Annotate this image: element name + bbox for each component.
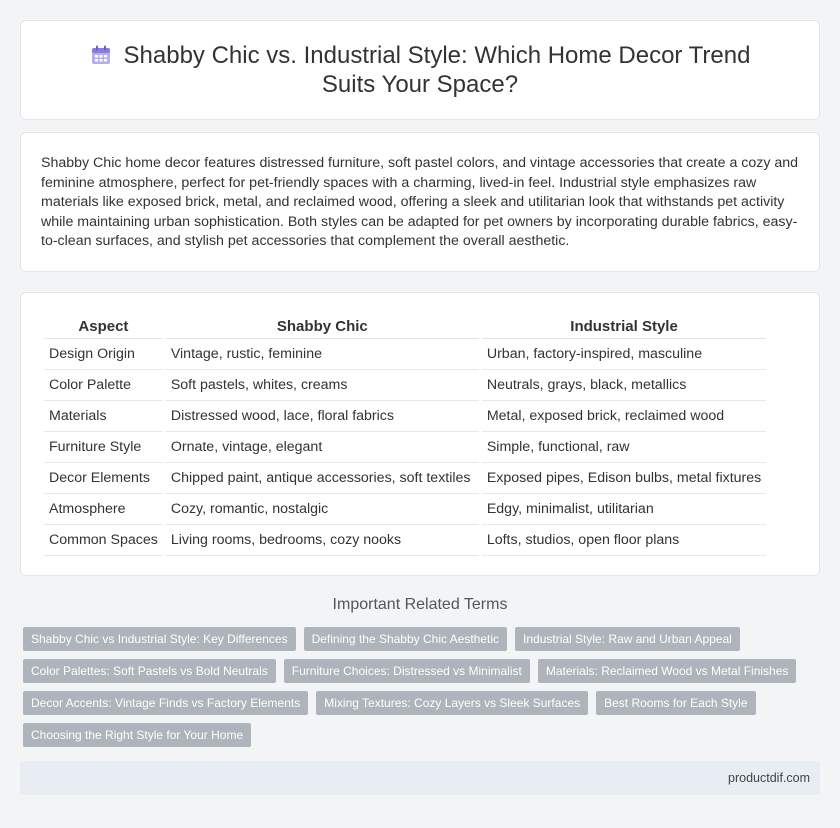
row-aspect: Atmosphere [44, 494, 163, 525]
row-industrial: Metal, exposed brick, reclaimed wood [482, 401, 766, 432]
comparison-table-card [20, 292, 820, 576]
row-aspect: Common Spaces [44, 525, 163, 556]
title-wrap [61, 41, 779, 99]
row-industrial: Simple, functional, raw [482, 432, 766, 463]
row-shabby-chic: Ornate, vintage, elegant [166, 432, 479, 463]
row-aspect: Decor Elements [44, 463, 163, 494]
page-title-text: Shabby Chic vs. Industrial Style: Which Home Decor Trend Suits Your Space? [123, 42, 751, 98]
related-terms-tags [20, 627, 810, 747]
header-shabby-chic: Shabby Chic [166, 315, 479, 339]
header-industrial-style: Industrial Style [482, 315, 766, 339]
related-tag[interactable]: Color Palettes: Soft Pastels vs Bold Neutrals [23, 659, 276, 683]
table-row [44, 432, 766, 463]
related-tag[interactable]: Industrial Style: Raw and Urban Appeal [515, 627, 740, 651]
footer-site: productdif.com [728, 771, 810, 785]
table-header-row [44, 315, 766, 339]
related-terms-section [20, 596, 820, 747]
related-terms-heading: Important Related Terms [332, 596, 508, 613]
row-shabby-chic: Chipped paint, antique accessories, soft textiles [166, 463, 479, 494]
header-aspect: Aspect [44, 315, 163, 339]
related-tag[interactable]: Mixing Textures: Cozy Layers vs Sleek Surfaces [316, 691, 588, 715]
row-industrial: Edgy, minimalist, utilitarian [482, 494, 766, 525]
row-shabby-chic: Living rooms, bedrooms, cozy nooks [166, 525, 479, 556]
related-tag[interactable]: Choosing the Right Style for Your Home [23, 723, 251, 747]
table-row [44, 525, 766, 556]
intro-card [20, 132, 820, 272]
comparison-table [41, 315, 769, 556]
row-aspect: Color Palette [44, 370, 163, 401]
intro-paragraph: Shabby Chic home decor features distressed furniture, soft pastel colors, and vintage accessories that create a cozy and feminine atmosphere, perfect for pet-friendly spaces with a charming, lived-in feel. Industrial style emphasizes raw materials like exposed brick, metal, and reclaimed wood, offering a sleek and utilitarian look that withstands pet activity while maintaining urban sophistication. Both styles can be adapted for pet owners by incorporating durable fabrics, easy-to-clean surfaces, and stylish pet accessories that complement the overall aesthetic. [41, 155, 799, 249]
row-industrial: Urban, factory-inspired, masculine [482, 339, 766, 370]
row-industrial: Neutrals, grays, black, metallics [482, 370, 766, 401]
footer [20, 761, 820, 795]
row-industrial: Lofts, studios, open floor plans [482, 525, 766, 556]
row-shabby-chic: Soft pastels, whites, creams [166, 370, 479, 401]
related-tag[interactable]: Shabby Chic vs Industrial Style: Key Differences [23, 627, 296, 651]
calendar-icon [90, 44, 112, 66]
table-row [44, 339, 766, 370]
page-title [61, 41, 779, 99]
table-row [44, 463, 766, 494]
row-aspect: Furniture Style [44, 432, 163, 463]
row-shabby-chic: Vintage, rustic, feminine [166, 339, 479, 370]
row-aspect: Materials [44, 401, 163, 432]
related-tag[interactable]: Decor Accents: Vintage Finds vs Factory Elements [23, 691, 308, 715]
related-tag[interactable]: Furniture Choices: Distressed vs Minimalist [284, 659, 530, 683]
row-shabby-chic: Cozy, romantic, nostalgic [166, 494, 479, 525]
related-tag[interactable]: Defining the Shabby Chic Aesthetic [304, 627, 507, 651]
related-tag[interactable]: Materials: Reclaimed Wood vs Metal Finishes [538, 659, 797, 683]
row-aspect: Design Origin [44, 339, 163, 370]
table-row [44, 401, 766, 432]
title-card [20, 20, 820, 120]
row-industrial: Exposed pipes, Edison bulbs, metal fixtures [482, 463, 766, 494]
related-tag[interactable]: Best Rooms for Each Style [596, 691, 755, 715]
table-row [44, 370, 766, 401]
row-shabby-chic: Distressed wood, lace, floral fabrics [166, 401, 479, 432]
table-row [44, 494, 766, 525]
